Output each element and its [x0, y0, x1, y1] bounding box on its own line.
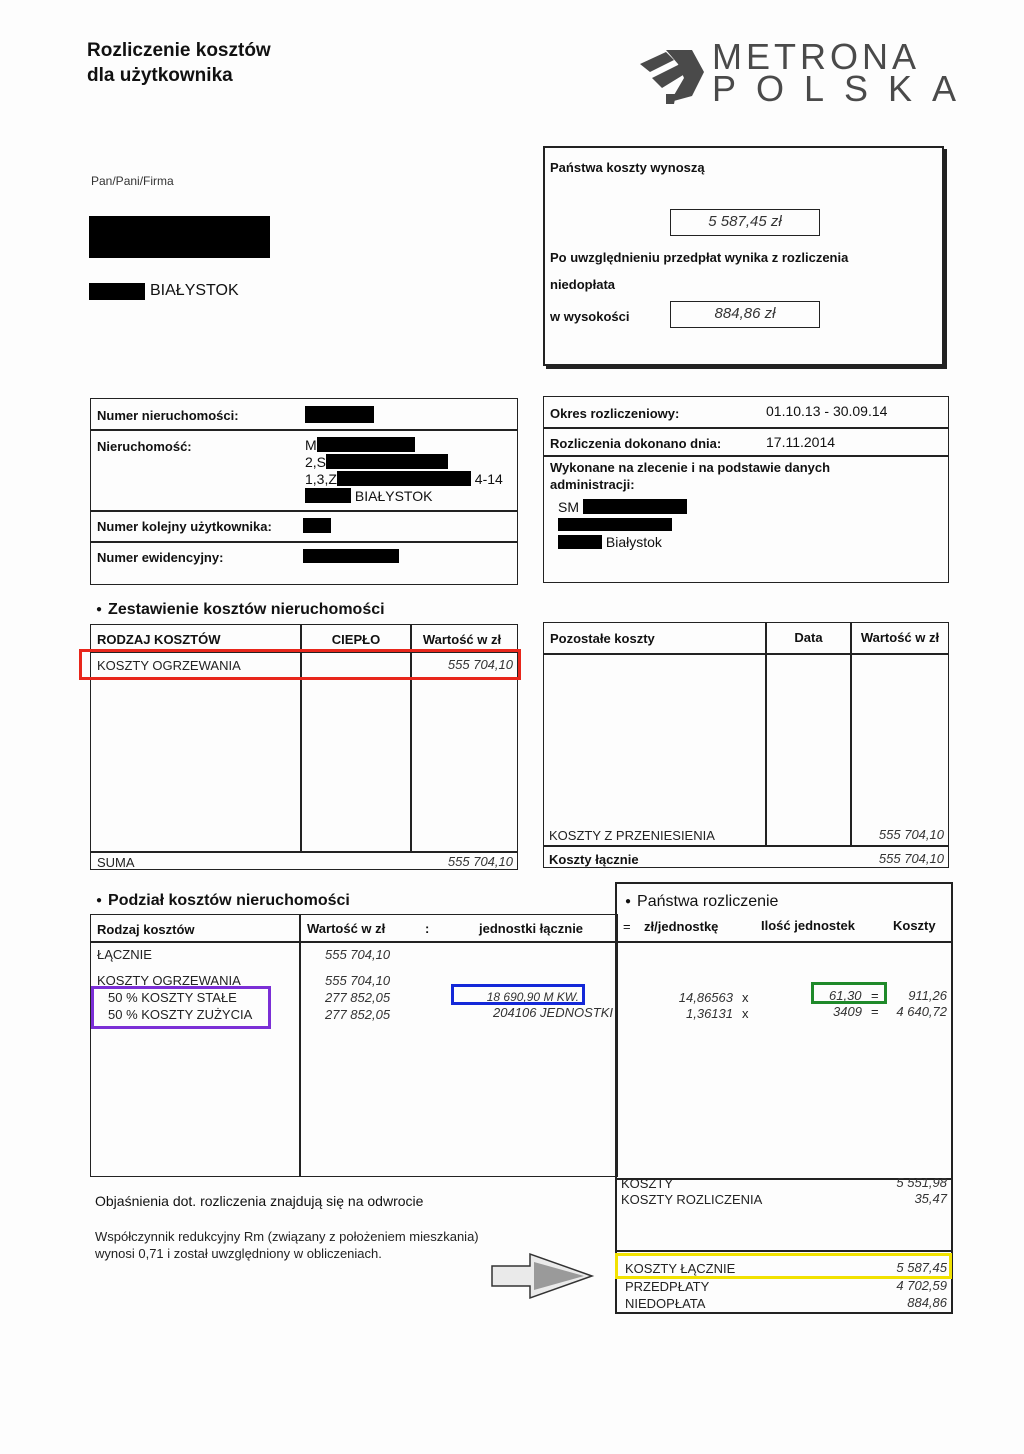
recipient-label: Pan/Pani/Firma: [91, 174, 174, 188]
order-label: Wykonane na zlecenie i na podstawie danych administracji:: [550, 460, 831, 492]
costs-col-heat: CIEPŁO: [331, 632, 381, 647]
highlight-area-units: [451, 984, 585, 1005]
period-label: Okres rozliczeniowy:: [550, 406, 680, 421]
metrona-logo: [636, 36, 986, 109]
highlight-qty: [811, 982, 887, 1004]
division-row-units: 18 690,90 M KW.: [486, 990, 579, 1004]
settlement-date-label: Rozliczenia dokonano dnia:: [550, 436, 722, 451]
property-label: Nieruchomość:: [97, 439, 192, 454]
settlement-cost: 4 640,72: [896, 1004, 947, 1019]
division-col-units: jednostki łącznie: [479, 921, 584, 936]
highlight-cost-split: [91, 986, 271, 1029]
settlement-x: x: [742, 990, 749, 1005]
division-col-type: Rodzaj kosztów: [97, 922, 195, 937]
redacted-user-number: [303, 518, 331, 533]
costs-sum-value: 555 704,10: [447, 854, 513, 869]
summary-amount-label: w wysokości: [550, 309, 630, 324]
recipient-city: BIAŁYSTOK: [150, 282, 239, 299]
other-total-label: Koszty łącznie: [549, 852, 639, 867]
division-row-label: 50 % KOSZTY STAŁE: [108, 990, 237, 1005]
summary-after-label: Po uwzględnieniu przedpłat wynika z rozliczenia: [550, 250, 849, 265]
costs-row-label: KOSZTY OGRZEWANIA: [97, 658, 241, 673]
settlement-col-costs: Koszty: [893, 918, 936, 933]
settlement-col-eq: =: [623, 919, 631, 934]
settlement-underpay-value: 884,86: [907, 1295, 947, 1310]
settlement-total-value: 5 587,45: [896, 1260, 947, 1275]
property-number-label: Numer nieruchomości:: [97, 408, 239, 423]
settlement-x: x: [742, 1006, 749, 1021]
admin-line-1: SM: [558, 499, 687, 515]
redacted-registry-number: [303, 549, 399, 563]
settlement-title: ● Państwa rozliczenie: [625, 893, 778, 911]
note-reduction-line-2: wynosi 0,71 i został uwzględniony w obliczeniach.: [95, 1246, 382, 1261]
note-explanations: Objaśnienia dot. rozliczenia znajdują się na odwrocie: [95, 1193, 424, 1209]
settlement-date-value: 17.11.2014: [766, 434, 836, 450]
division-col-value: Wartość w zł: [307, 921, 386, 936]
title-line-1: Rozliczenie kosztów: [87, 40, 271, 61]
settlement-cost: 911,26: [908, 988, 947, 1003]
settlement-costs-value: 5 551,98: [896, 1175, 947, 1190]
redacted-admin-line-2: [558, 518, 672, 531]
division-row-value: 277 852,05: [325, 990, 391, 1005]
settlement-qty: 61,30: [829, 988, 862, 1003]
highlight-heating-row: [79, 649, 521, 680]
summary-box: [543, 146, 944, 366]
settlement-table: [615, 882, 953, 1314]
settlement-fee-label: KOSZTY ROZLICZENIA: [621, 1192, 763, 1207]
user-number-label: Numer kolejny użytkownika:: [97, 519, 272, 534]
summary-costs-value: 5 587,45 zł: [670, 209, 820, 236]
division-col-sep: :: [425, 921, 430, 936]
division-row-value: 277 852,05: [325, 1007, 391, 1022]
costs-col-value: Wartość w zł: [422, 632, 502, 647]
registry-number-label: Numer ewidencyjny:: [97, 550, 224, 565]
division-section-title: ● Podział kosztów nieruchomości: [96, 892, 350, 910]
property-address: M 2,S 1,3,Z 4-14 BIAŁYSTOK: [305, 437, 503, 504]
property-box: [90, 398, 518, 585]
settlement-prepay-label: PRZEDPŁATY: [625, 1279, 710, 1294]
other-col-value: Wartość w zł: [860, 630, 940, 645]
settlement-col-qty: Ilość jednostek: [761, 918, 855, 933]
other-col-other: Pozostałe koszty: [550, 631, 655, 646]
admin-line-3: Białystok: [558, 534, 662, 550]
division-table: [90, 914, 618, 1177]
settlement-qty: 3409: [833, 1004, 862, 1019]
settlement-rate: 14,86563: [678, 990, 733, 1005]
brand-line-1: METRONA: [712, 36, 920, 77]
highlight-total-costs: [615, 1253, 952, 1279]
settlement-col-per-unit: zł/jednostkę: [644, 919, 719, 934]
settlement-fee-value: 35,47: [914, 1191, 947, 1206]
division-row-label: ŁĄCZNIE: [97, 947, 152, 962]
summary-costs-label: Państwa koszty wynoszą: [550, 160, 705, 175]
settlement-costs-label: KOSZTY: [621, 1176, 674, 1191]
redacted-postcode: [89, 283, 145, 300]
settlement-rate: 1,36131: [686, 1006, 733, 1021]
costs-col-type: RODZAJ KOSZTÓW: [97, 632, 221, 647]
other-costs-table: [543, 622, 949, 868]
settlement-total-label: KOSZTY ŁĄCZNIE: [625, 1261, 736, 1276]
arrow-right-icon: [488, 1250, 598, 1302]
division-row-label: KOSZTY OGRZEWANIA: [97, 973, 241, 988]
division-row-value: 555 704,10: [325, 973, 391, 988]
division-row-label: 50 % KOSZTY ZUŻYCIA: [108, 1007, 253, 1022]
period-box: [543, 396, 949, 583]
costs-section-title: ● Zestawienie kosztów nieruchomości: [96, 601, 385, 619]
other-transfer-label: KOSZTY Z PRZENIESIENIA: [549, 828, 715, 843]
other-transfer-value: 555 704,10: [878, 827, 944, 842]
costs-row-value: 555 704,10: [447, 657, 513, 672]
title-line-2: dla użytkownika: [87, 65, 233, 86]
document-title: [87, 38, 271, 88]
other-col-date: Data: [794, 630, 823, 645]
summary-amount-value: 884,86 zł: [670, 301, 820, 328]
division-row-units: 204106 JEDNOSTKI: [493, 1005, 613, 1020]
settlement-prepay-value: 4 702,59: [896, 1278, 947, 1293]
brand-line-2: POLSKA: [712, 68, 977, 109]
settlement-eq: =: [871, 1004, 879, 1019]
note-reduction-factor: [95, 1228, 479, 1262]
division-row-value: 555 704,10: [325, 947, 391, 962]
redacted-name: [89, 216, 270, 258]
logo-mark-icon: [636, 42, 708, 106]
period-value: 01.10.13 - 30.09.14: [766, 403, 888, 419]
redacted-property-number: [305, 406, 374, 423]
costs-sum-label: SUMA: [97, 855, 135, 870]
settlement-underpay-label: NIEDOPŁATA: [625, 1296, 706, 1311]
note-reduction-line-1: Współczynnik redukcyjny Rm (związany z położeniem mieszkania): [95, 1229, 479, 1244]
other-total-value: 555 704,10: [878, 851, 944, 866]
settlement-eq: =: [871, 988, 879, 1003]
summary-result-label: niedopłata: [550, 277, 616, 292]
